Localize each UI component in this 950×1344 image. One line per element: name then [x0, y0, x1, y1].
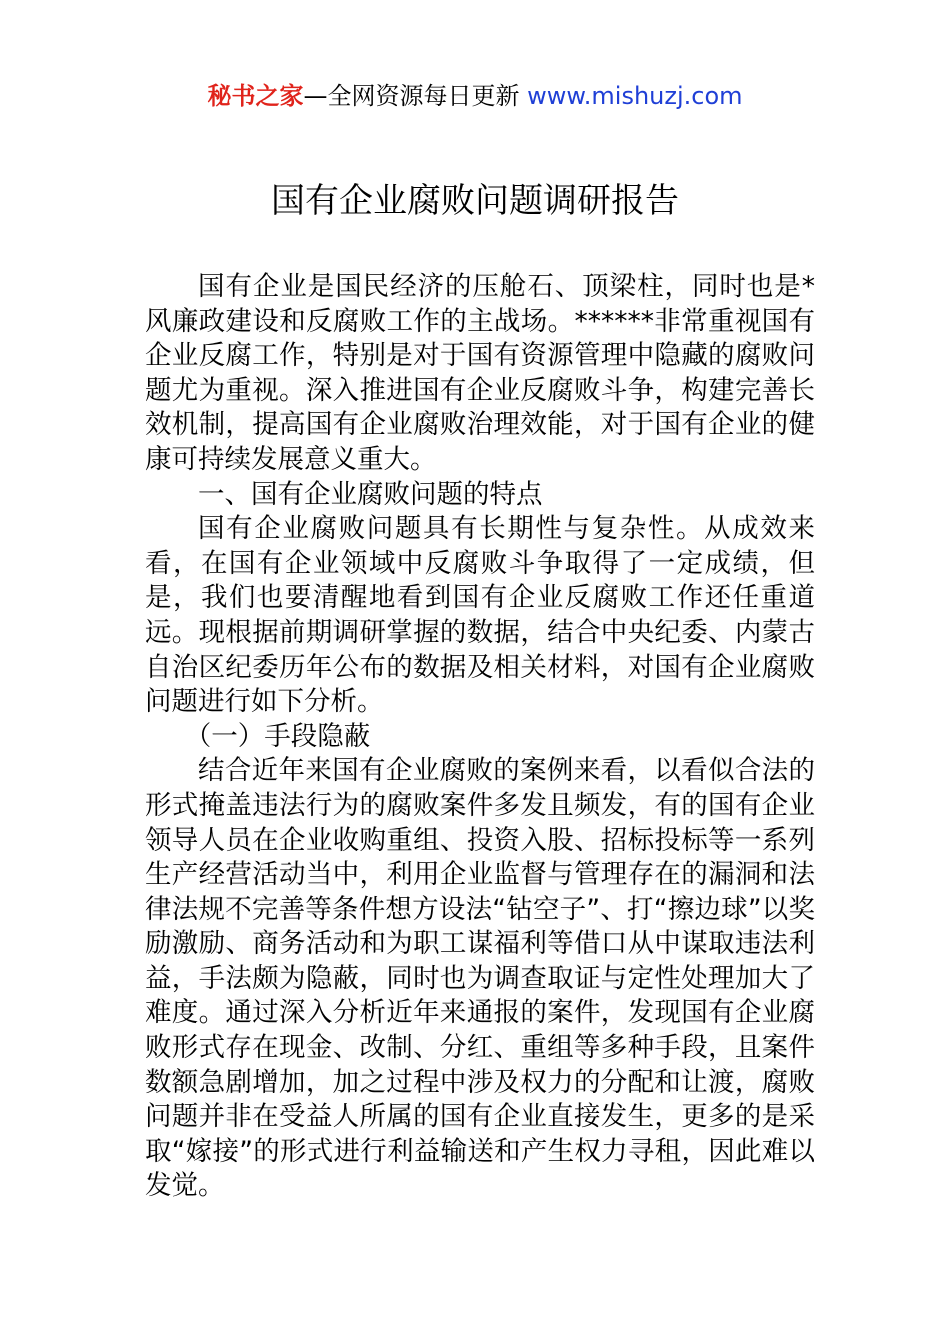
document-body [145, 270, 815, 1204]
subsection-heading-1: （一）手段隐蔽 [184, 720, 371, 752]
intro-paragraph: 国有企业是国民经济的压舱石、顶梁柱，同时也是*风廉政建设和反腐败工作的主战场。******非常重视国有企业反腐工作，特别是对于国有资源管理中隐藏的腐败问题尤为重视。深入推进国有企业反腐败斗争，构建完善长效机制，提高国有企业腐败治理效能，对于国有企业的健康可持续发展意义重大。 [145, 271, 815, 475]
site-header [0, 80, 950, 112]
site-tagline: —全网资源每日更新 [303, 82, 528, 110]
section-1-paragraph: 国有企业腐败问题具有长期性与复杂性。从成效来看，在国有企业领域中反腐败斗争取得了一定成绩，但是，我们也要清醒地看到国有企业反腐败工作还任重道远。现根据前期调研掌握的数据，结合中央纪委、内蒙古自治区纪委历年公布的数据及相关材料，对国有企业腐败问题进行如下分析。 [145, 513, 815, 718]
site-url-link[interactable]: www.mishuzj.com [527, 82, 743, 110]
section-heading-1: 一、国有企业腐败问题的特点 [198, 478, 543, 510]
site-brand: 秘书之家 [207, 82, 304, 110]
document-title: 国有企业腐败问题调研报告 [271, 181, 679, 221]
subsection-1-paragraph: 结合近年来国有企业腐败的案例来看，以看似合法的形式掩盖违法行为的腐败案件多发且频发，有的国有企业领导人员在企业收购重组、投资入股、招标投标等一系列生产经营活动当中，利用企业监督与管理存在的漏洞和法律法规不完善等条件想方设法“钻空子”、打“擦边球”以奖励激励、商务活动和为职工谋福利等借口从中谋取违法利益，手法颇为隐蔽，同时也为调查取证与定性处理加大了难度。通过深入分析近年来通报的案件，发现国有企业腐败形式存在现金、改制、分红、重组等多种手段，且案件数额急剧增加，加之过程中涉及权力的分配和让渡，腐败问题并非在受益人所属的国有企业直接发生，更多的是采取“嫁接”的形式进行利益输送和产生权力寻租，因此难以发觉。 [145, 755, 815, 1202]
